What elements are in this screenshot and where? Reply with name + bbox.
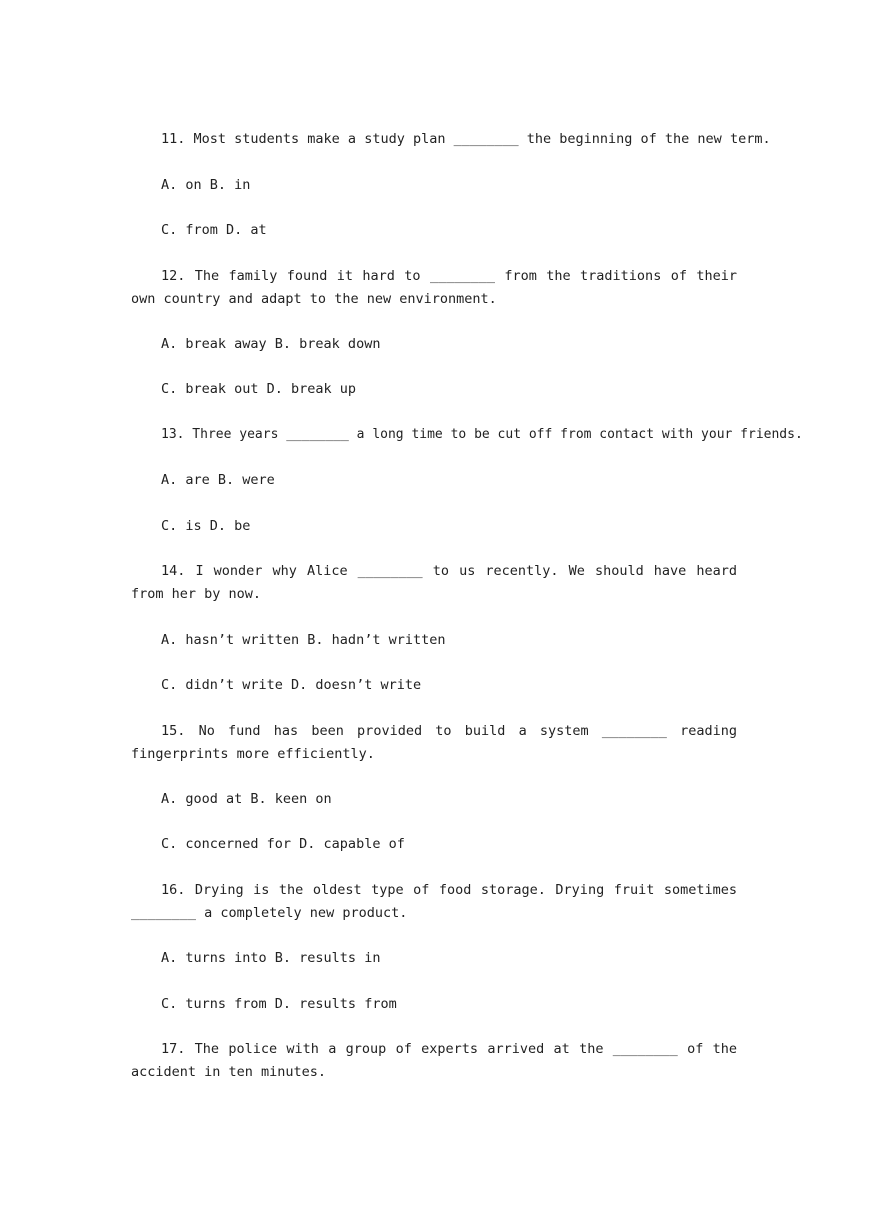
question-15-options-ab: A. good at B. keen on: [161, 791, 332, 807]
question-14-options-ab: A. hasn’t written B. hadn’t written: [161, 632, 446, 648]
question-14-options-cd: C. didn’t write D. doesn’t write: [161, 677, 422, 693]
question-16-options-cd: C. turns from D. results from: [161, 996, 397, 1012]
question-11-options-cd: C. from D. at: [161, 222, 267, 238]
question-11-stem: 11. Most students make a study plan ________ the beginning of the new term.: [161, 131, 771, 147]
question-13-options-cd: C. is D. be: [161, 518, 251, 534]
question-15-stem: 15. No fund has been provided to build a system ________ reading fingerprints more efficiently.: [131, 723, 737, 762]
question-14-stem: 14. I wonder why Alice ________ to us recently. We should have heard from her by now.: [131, 563, 737, 602]
question-12-options-ab: A. break away B. break down: [161, 336, 381, 352]
question-15-options-cd: C. concerned for D. capable of: [161, 836, 405, 852]
question-11-options-ab: A. on B. in: [161, 177, 251, 193]
question-13-options-ab: A. are B. were: [161, 472, 275, 488]
question-17-stem: 17. The police with a group of experts arrived at the ________ of the accident in ten minutes.: [131, 1041, 737, 1080]
question-13-stem: 13. Three years ________ a long time to be cut off from contact with your friends.: [161, 427, 803, 442]
question-16-stem: 16. Drying is the oldest type of food storage. Drying fruit sometimes ________ a completely new product.: [131, 882, 737, 921]
question-12-stem: 12. The family found it hard to ________ from the traditions of their own country and adapt to the new environment.: [131, 268, 737, 307]
question-16-options-ab: A. turns into B. results in: [161, 950, 381, 966]
question-12-options-cd: C. break out D. break up: [161, 381, 357, 397]
